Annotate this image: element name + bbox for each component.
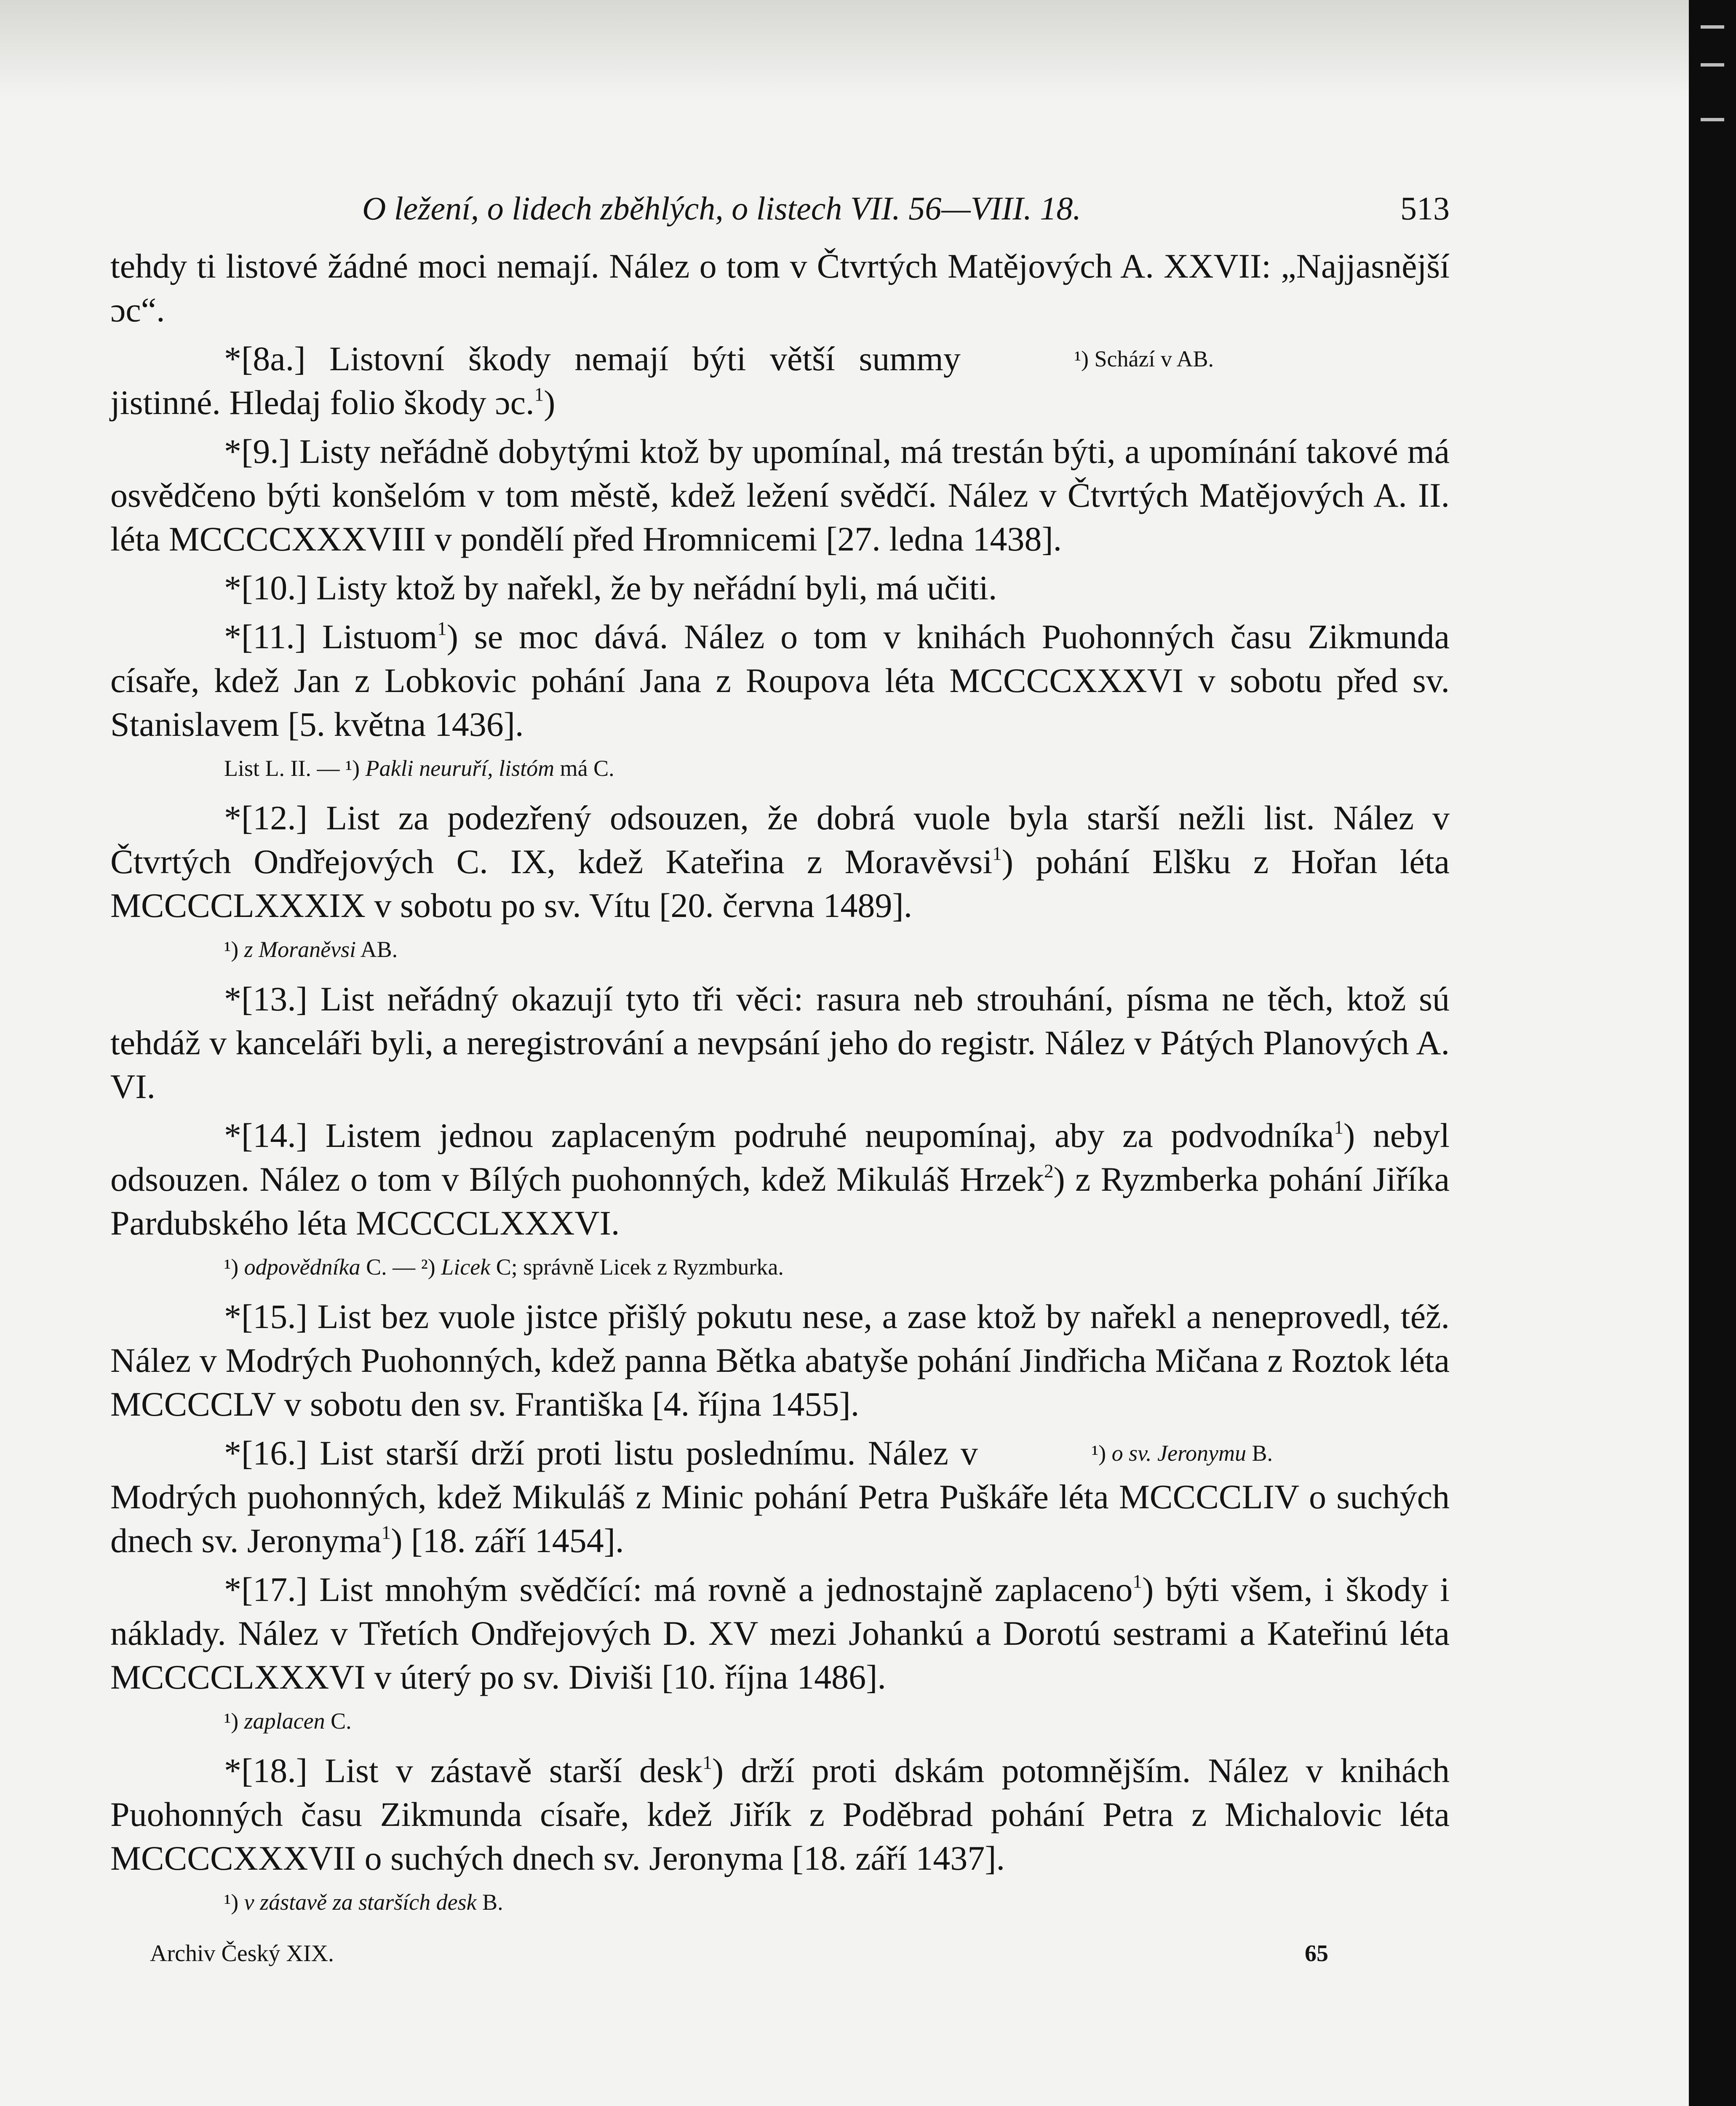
footnote-11: List L. II. — ¹) Pakli neuruří, listóm má C. <box>224 756 614 781</box>
paragraph-9: *[9.] Listy neřádně dobytými ktož by upomínal, má trestán býti, a upomínání takové má osvědčeno býti konšelóm v tom městě, kdež ležení svědčí. Nález v Čtvrtých Matějových A. II. léta MCCCCXXXVIII v pondělí před Hromnicemi [27. ledna 1438]. <box>110 432 1450 558</box>
scan-border <box>1689 0 1736 2106</box>
paragraph-16: ¹) o sv. Jeronymu B. *[16.] List starší drží proti listu poslednímu. Nález v Modrých puohonných, kdež Mikuláš z Minic pohání Petra Puškáře léta MCCCCLIV o suchých dnech sv. Jeronyma$^1$) [18. září 1454]. <box>110 1431 1450 1563</box>
scan-shadow <box>0 0 1689 97</box>
footnote-12: ¹) z Moraněvsi AB. <box>224 937 398 962</box>
paragraph-15: *[15.] List bez vuole jistce přišlý pokutu nese, a zase ktož by nařekl a neneprovedl, též. Nález v Modrých Puohonných, kdež panna Bětka abatyše pohání Jindřicha Mičana z Roztok léta MCCCCLV v sobotu den sv. Františka [4. října 1455]. <box>110 1297 1450 1423</box>
signature-mark: Archiv Český XIX. <box>150 1940 334 1967</box>
book-page <box>110 177 1450 1978</box>
paragraph-17: *[17.] List mnohým svědčící: má rovně a jednostajně zaplaceno$^1$) býti všem, i škody i náklady. Nález v Třetích Ondřejových D. XV mezi Johankú a Dorotú sestrami a Kateřinú léta MCCCCLXXXVI v úterý po sv. Diviši [10. října 1486]. <box>110 1570 1450 1696</box>
paragraph-8a: ¹) Schází v AB. *[8a.] Listovní škody nemají býti větší summy jistinné. Hledaj folio škody ɔc.$^1$) <box>110 337 1450 425</box>
page-body <box>110 244 1450 1919</box>
footnote-18: ¹) v zástavě za starších desk B. <box>224 1890 503 1915</box>
paragraph-18: *[18.] List v zástavě starší desk$^1$) drží proti dskám potomnějším. Nález v knihách Puohonných času Zikmunda císaře, kdež Jiřík z Poděbrad pohání Petra z Michalovic léta MCCCCXXXVII o suchých dnech sv. Jeronyma [18. září 1437]. <box>110 1751 1450 1877</box>
paragraph-14: *[14.] Listem jednou zaplaceným podruhé neupomínaj, aby za podvodníka$^1$) nebyl odsouzen. Nález o tom v Bílých puohonných, kdež Mikuláš Hrzek$^2$) z Ryzmberka pohání Jiříka Pardubského léta MCCCCLXXXVI. <box>110 1116 1450 1242</box>
footnote-14: ¹) odpovědníka C. — ²) Licek C; správně Licek z Ryzmburka. <box>224 1254 784 1280</box>
paragraph-0: tehdy ti listové žádné moci nemají. Nález o tom v Čtvrtých Matějových A. XXVII: „Najjasnější ɔc“. <box>110 247 1450 329</box>
footnote-17: ¹) zaplacen C. <box>224 1708 352 1734</box>
sheet-number: 65 <box>1305 1940 1328 1967</box>
paragraph-12: *[12.] List za podezřený odsouzen, že dobrá vuole byla starší nežli list. Nález v Čtvrtých Ondřejových C. IX, kdež Kateřina z Moravěvsi$^1$) pohání Elšku z Hořan léta MCCCCLXXXIX v sobotu po sv. Vítu [20. června 1489]. <box>110 799 1450 925</box>
page-footer <box>110 1932 1450 1978</box>
inline-footnote: ¹) o sv. Jeronymu B. <box>1091 1441 1273 1466</box>
running-title: O ležení, o lidech zběhlých, o listech VII. 56—VIII. 18. <box>362 190 1081 227</box>
paragraph-11: *[11.] Listuom$^1$) se moc dává. Nález o tom v knihách Puohonných času Zikmunda císaře, kdež Jan z Lobkovic pohání Jana z Roupova léta MCCCCXXXVI v sobotu před sv. Stanislavem [5. května 1436]. <box>110 617 1450 743</box>
paragraph-10: *[10.] Listy ktož by nařekl, že by neřádní byli, má učiti. <box>224 569 997 607</box>
running-header <box>110 177 1450 244</box>
paragraph-13: *[13.] List neřádný okazují tyto tři věci: rasura neb strouhání, písma ne těch, ktož sú tehdáž v kanceláři byli, a neregistrování a nevpsání jeho do registr. Nález v Pátých Planových A. VI. <box>110 980 1450 1106</box>
inline-footnote: ¹) Schází v AB. <box>1074 346 1214 371</box>
page-number: 513 <box>1400 190 1450 227</box>
